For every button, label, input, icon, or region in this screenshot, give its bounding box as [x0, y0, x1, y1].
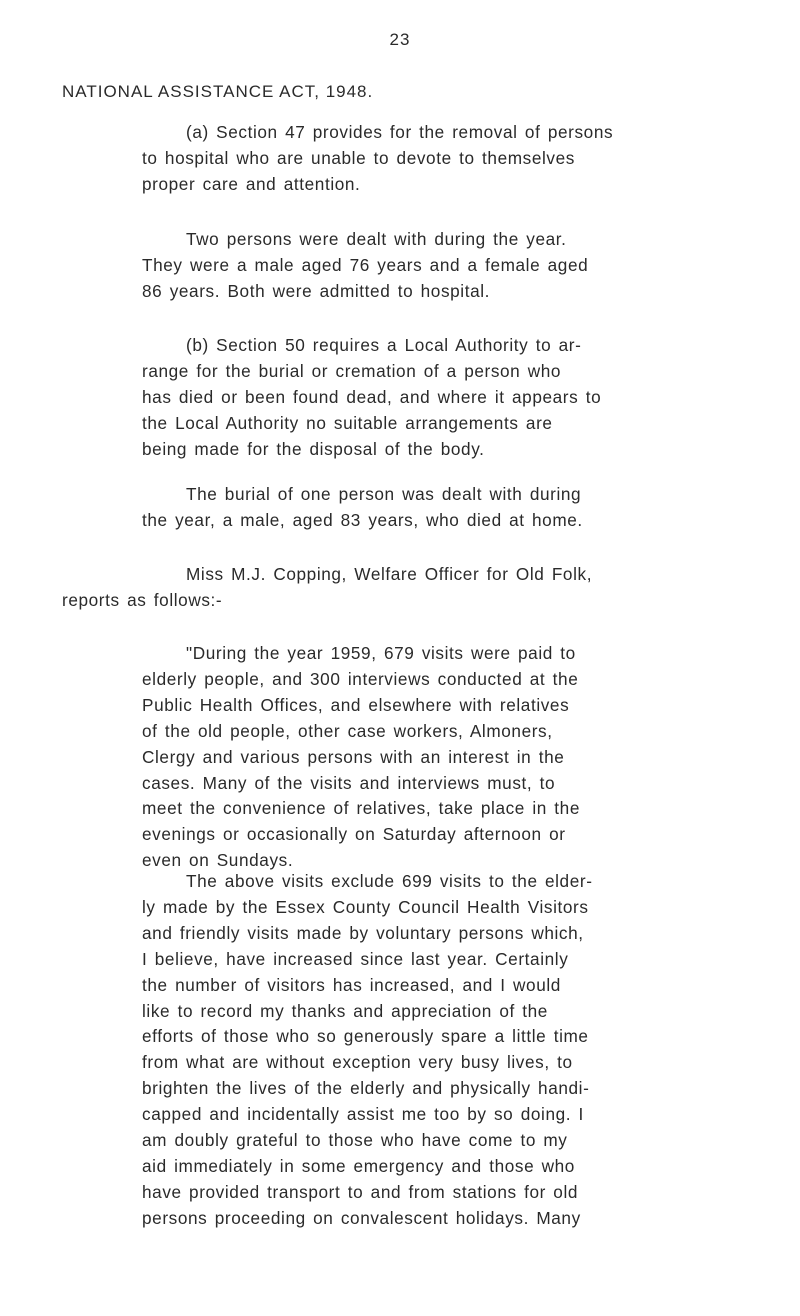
text-line: the year, a male, aged 83 years, who died at home. — [142, 509, 583, 530]
text-line: The above visits exclude 699 visits to the elder- — [186, 871, 593, 891]
section-heading: NATIONAL ASSISTANCE ACT, 1948. — [62, 82, 374, 101]
text-line: am doubly grateful to those who have come to my — [142, 1130, 568, 1151]
paragraph-section-47 — [142, 120, 720, 198]
text-line: cases. Many of the visits and interviews must, to — [142, 772, 556, 793]
page-number: 23 — [389, 30, 411, 49]
text-line: of the old people, other case workers, Almoners, — [142, 720, 553, 741]
text-line: brighten the lives of the elderly and physically handi- — [142, 1078, 590, 1099]
text-line: I believe, have increased since last year. Certainly — [142, 948, 569, 969]
paragraph-welfare-officer — [62, 562, 722, 614]
text-line: 86 years. Both were admitted to hospital. — [142, 280, 491, 301]
text-line: to hospital who are unable to devote to themselves — [142, 147, 575, 168]
text-line: have provided transport to and from stations for old — [142, 1181, 579, 1202]
text-line: efforts of those who so generously spare a little time — [142, 1026, 589, 1047]
text-line: (b) Section 50 requires a Local Authority to ar- — [186, 335, 582, 355]
text-line: reports as follows:- — [62, 589, 223, 610]
paragraph-burial — [142, 482, 720, 534]
text-line: meet the convenience of relatives, take place in the — [142, 798, 580, 819]
text-line: proper care and attention. — [142, 173, 361, 194]
text-line: Miss M.J. Copping, Welfare Officer for Old Folk, — [186, 564, 593, 584]
paragraph-two-persons — [142, 227, 720, 305]
text-line: Clergy and various persons with an interest in the — [142, 746, 565, 767]
text-line: being made for the disposal of the body. — [142, 438, 485, 459]
text-line: Public Health Offices, and elsewhere with relatives — [142, 694, 570, 715]
text-line: like to record my thanks and appreciation of the — [142, 1000, 548, 1021]
text-line: Two persons were dealt with during the year. — [186, 229, 567, 249]
text-line: persons proceeding on convalescent holidays. Many — [142, 1207, 581, 1228]
text-line: The burial of one person was dealt with during — [186, 484, 582, 504]
text-line: They were a male aged 76 years and a female aged — [142, 254, 589, 275]
text-line: "During the year 1959, 679 visits were paid to — [186, 643, 576, 663]
text-line: and friendly visits made by voluntary persons which, — [142, 922, 584, 943]
text-line: ly made by the Essex County Council Health Visitors — [142, 896, 589, 917]
text-line: capped and incidentally assist me too by so doing. I — [142, 1104, 584, 1125]
text-line: (a) Section 47 provides for the removal of persons — [186, 122, 614, 142]
paragraph-report-continued — [142, 869, 720, 1232]
text-line: aid immediately in some emergency and those who — [142, 1155, 575, 1176]
text-line: from what are without exception very busy lives, to — [142, 1052, 573, 1073]
text-line: elderly people, and 300 interviews conducted at the — [142, 668, 579, 689]
text-line: the number of visitors has increased, and I would — [142, 974, 561, 995]
paragraph-report-visits — [142, 641, 720, 874]
text-line: evenings or occasionally on Saturday afternoon or — [142, 824, 566, 845]
paragraph-section-50 — [142, 333, 720, 463]
text-line: range for the burial or cremation of a person who — [142, 360, 562, 381]
text-line: even on Sundays. — [142, 850, 294, 871]
text-line: has died or been found dead, and where it appears to — [142, 386, 602, 407]
text-line: the Local Authority no suitable arrangements are — [142, 412, 553, 433]
